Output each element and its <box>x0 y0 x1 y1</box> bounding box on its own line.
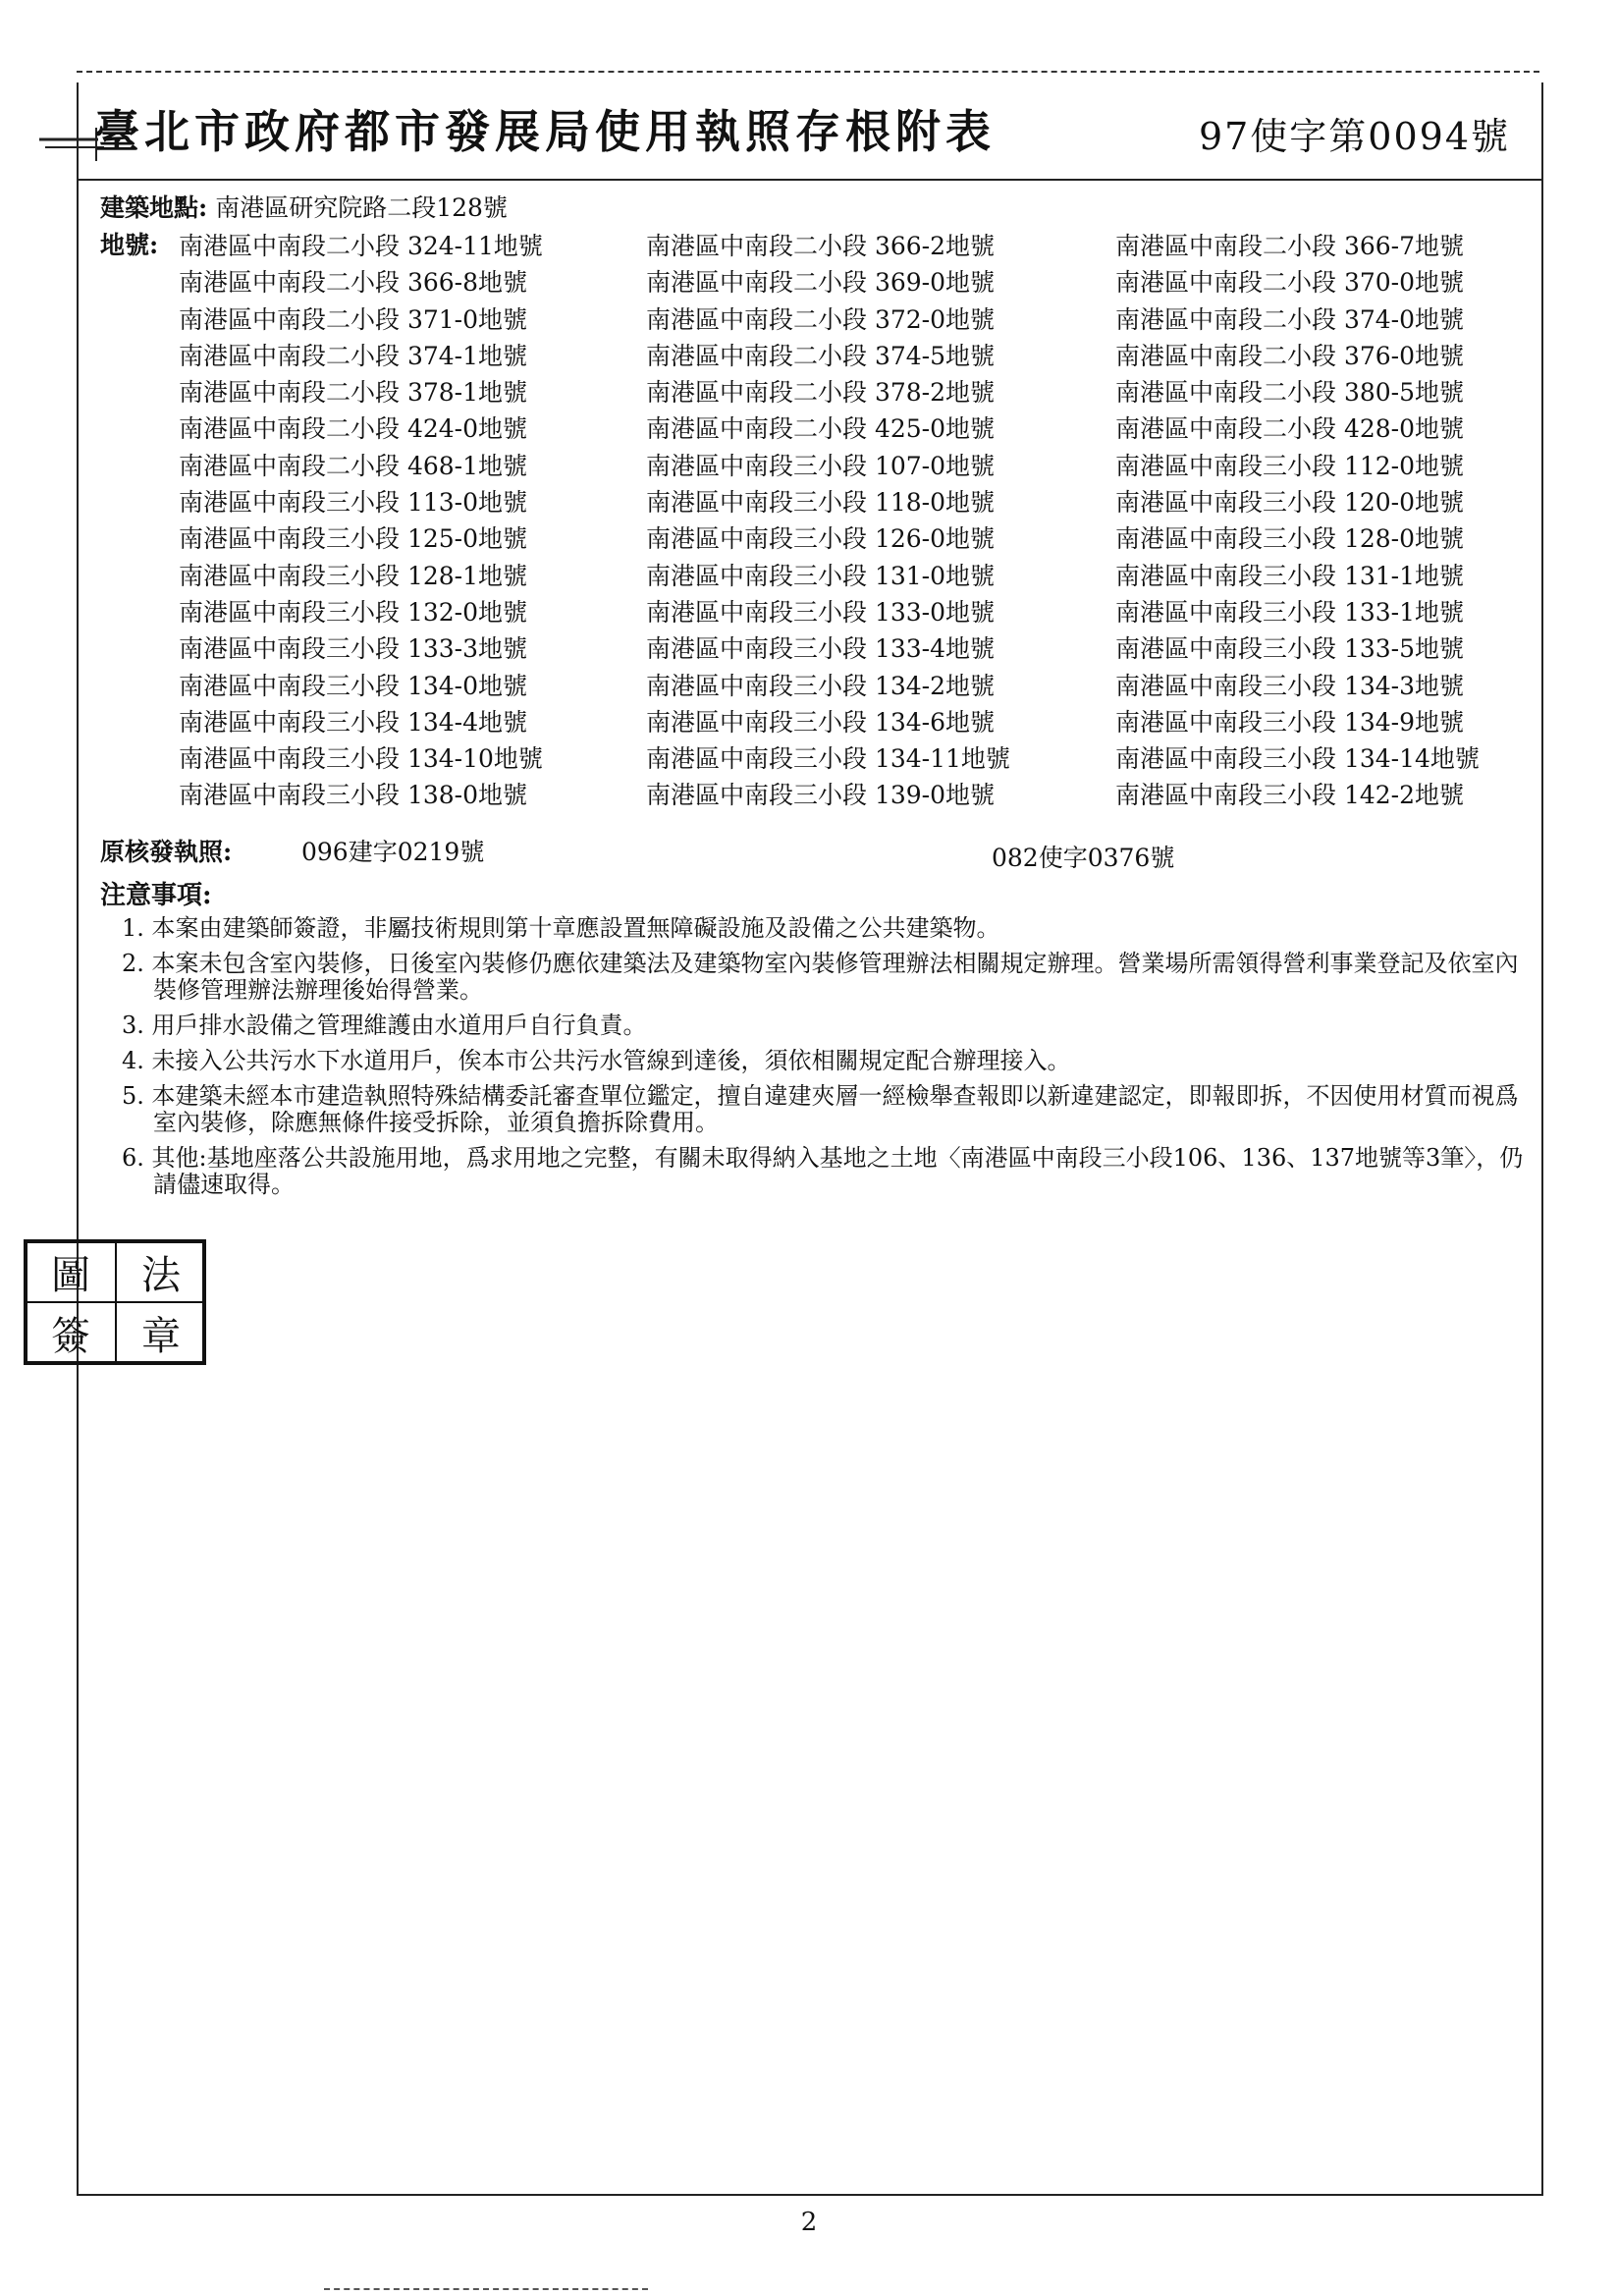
lot-item: 南港區中南段二小段 366-8地號 <box>179 268 528 298</box>
lot-item: 南港區中南段二小段 380-5地號 <box>1115 378 1465 408</box>
lot-item: 南港區中南段二小段 366-7地號 <box>1115 232 1465 260</box>
official-seal <box>24 1239 206 1365</box>
lot-item: 南港區中南段二小段 374-5地號 <box>646 341 996 370</box>
lot-item: 南港區中南段三小段 138-0地號 <box>179 781 528 810</box>
lot-item: 南港區中南段三小段 128-0地號 <box>1115 524 1465 554</box>
lot-item: 南港區中南段二小段 428-0地號 <box>1115 414 1465 444</box>
title-rule <box>77 179 1541 181</box>
original-permit-value-1: 096建字0219號 <box>301 838 485 866</box>
note-item: 5. 本建築未經本市建造執照特殊結構委託審查單位鑑定，擅自違建夾層一經檢舉查報即以新違建認定，即報即拆，不因使用材質而視爲室內裝修，除應無條件接受拆除，並須負擔拆除費用。 <box>122 1082 1519 1136</box>
permit-number: 97使字第0094號 <box>1198 115 1510 158</box>
lot-item: 南港區中南段三小段 132-0地號 <box>179 597 528 627</box>
lot-item: 南港區中南段二小段 324-11地號 <box>179 232 543 260</box>
original-permit-value-2: 082使字0376號 <box>992 844 1175 872</box>
lot-item: 南港區中南段二小段 372-0地號 <box>646 304 996 334</box>
lot-item: 南港區中南段三小段 126-0地號 <box>646 524 996 554</box>
original-permit-label: 原核發執照: <box>100 838 233 866</box>
notes-title: 注意事項: <box>100 881 212 910</box>
lot-item: 南港區中南段三小段 134-6地號 <box>646 707 996 737</box>
document-body <box>100 191 1524 1207</box>
top-dashed-border <box>77 71 1539 73</box>
bottom-dashed-mark <box>324 2288 648 2290</box>
lot-item: 南港區中南段三小段 134-4地號 <box>179 707 528 737</box>
lot-item: 南港區中南段二小段 425-0地號 <box>646 414 996 444</box>
note-item: 2. 本案未包含室內裝修，日後室內裝修仍應依建築法及建築物室內裝修管理辦法相關規定辦理。營業場所需領得營利事業登記及依室內裝修管理辦法辦理後始得營業。 <box>122 950 1519 1004</box>
lot-item: 南港區中南段三小段 107-0地號 <box>646 451 996 480</box>
lot-item: 南港區中南段三小段 112-0地號 <box>1115 451 1465 480</box>
page-title: 臺北市政府都市發展局使用執照存根附表 <box>94 105 996 158</box>
lot-item: 南港區中南段三小段 113-0地號 <box>179 488 528 518</box>
lot-item: 南港區中南段三小段 133-0地號 <box>646 597 996 627</box>
lot-item: 南港區中南段二小段 371-0地號 <box>179 304 528 334</box>
lot-item: 南港區中南段三小段 134-2地號 <box>646 671 996 700</box>
lot-item: 南港區中南段三小段 125-0地號 <box>179 524 528 554</box>
lot-column-3 <box>1115 228 1480 814</box>
lot-item: 南港區中南段二小段 376-0地號 <box>1115 341 1465 370</box>
lot-item: 南港區中南段三小段 118-0地號 <box>646 488 996 518</box>
address-label: 建築地點: <box>100 193 208 222</box>
lot-item: 南港區中南段三小段 134-10地號 <box>179 744 543 774</box>
lot-item: 南港區中南段三小段 133-3地號 <box>179 634 528 664</box>
note-item: 4. 未接入公共污水下水道用戶，俟本市公共污水管線到達後，須依相關規定配合辦理接入。 <box>122 1047 1071 1074</box>
address-value: 南港區研究院路二段128號 <box>215 193 508 222</box>
lot-item: 南港區中南段三小段 133-4地號 <box>646 634 996 664</box>
lot-item: 南港區中南段二小段 366-2地號 <box>646 232 996 260</box>
lot-item: 南港區中南段三小段 134-0地號 <box>179 671 528 700</box>
lot-item: 南港區中南段二小段 374-0地號 <box>1115 304 1465 334</box>
notes-list <box>122 915 1524 1198</box>
lot-item: 南港區中南段二小段 424-0地號 <box>179 414 528 444</box>
note-item: 1. 本案由建築師簽證，非屬技術規則第十章應設置無障礙設施及設備之公共建築物。 <box>122 914 1000 942</box>
lot-item: 南港區中南段三小段 134-9地號 <box>1115 707 1465 737</box>
lot-label: 地號: <box>100 231 159 259</box>
lot-column-2 <box>646 228 1010 814</box>
svg-text:圖: 圖 <box>51 1253 90 1298</box>
svg-text:簽: 簽 <box>51 1314 90 1359</box>
lot-item: 南港區中南段三小段 120-0地號 <box>1115 488 1465 518</box>
address-row <box>100 191 1524 226</box>
note-item: 6. 其他:基地座落公共設施用地，爲求用地之完整，有關未取得納入基地之土地〈南港區中南段三小段106、136、137地號等3筆〉，仍請儘速取得。 <box>122 1144 1524 1198</box>
lot-item: 南港區中南段三小段 133-5地號 <box>1115 634 1465 664</box>
original-permit-row <box>100 835 1524 874</box>
lot-item: 南港區中南段二小段 370-0地號 <box>1115 268 1465 298</box>
lot-item: 南港區中南段二小段 468-1地號 <box>179 451 528 480</box>
page-number: 2 <box>800 2208 818 2237</box>
lot-item: 南港區中南段二小段 369-0地號 <box>646 268 996 298</box>
lot-item: 南港區中南段三小段 131-1地號 <box>1115 561 1465 590</box>
svg-text:法: 法 <box>141 1253 181 1298</box>
lot-item: 南港區中南段二小段 378-1地號 <box>179 378 528 408</box>
lot-item: 南港區中南段二小段 378-2地號 <box>646 378 996 408</box>
lot-item: 南港區中南段三小段 139-0地號 <box>646 781 996 810</box>
lot-item: 南港區中南段三小段 134-14地號 <box>1115 744 1480 774</box>
lot-item: 南港區中南段二小段 374-1地號 <box>179 341 528 370</box>
lot-item: 南港區中南段三小段 142-2地號 <box>1115 781 1465 810</box>
lot-item: 南港區中南段三小段 134-11地號 <box>646 744 1010 774</box>
svg-text:章: 章 <box>141 1314 181 1359</box>
lot-column-1 <box>179 228 543 814</box>
lot-list <box>100 228 1524 829</box>
lot-item: 南港區中南段三小段 133-1地號 <box>1115 597 1465 627</box>
note-item: 3. 用戶排水設備之管理維護由水道用戶自行負責。 <box>122 1011 647 1039</box>
lot-item: 南港區中南段三小段 128-1地號 <box>179 561 528 590</box>
lot-item: 南港區中南段三小段 131-0地號 <box>646 561 996 590</box>
lot-item: 南港區中南段三小段 134-3地號 <box>1115 671 1465 700</box>
